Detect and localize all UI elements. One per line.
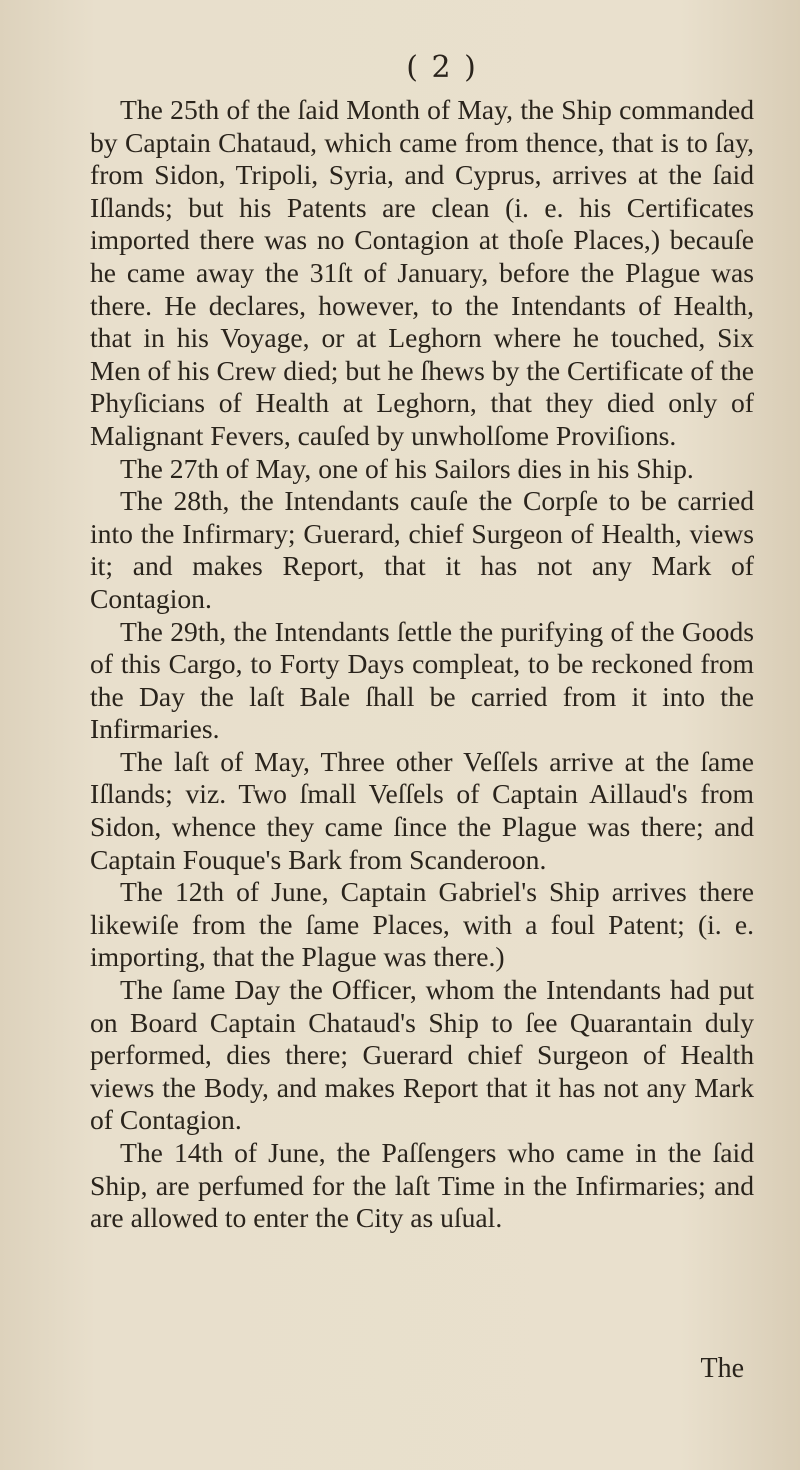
page-number: ( 2 ) [406,50,478,85]
paragraph-7: The ſame Day the Officer, whom the Intendants had put on Board Captain Chataud's Ship to ſee Quarantain duly performed, dies there; Guerard chief Surgeon of Health views the Body, and makes Report that it has not any Mark of Contagion. [90,974,754,1136]
catchword: The [700,1353,744,1384]
paragraph-8: The 14th of June, the Paſſengers who came in the ſaid Ship, are perfumed for the laſt Time in the Infirmaries; and are allowed to enter the City as uſual. [90,1137,754,1234]
paragraph-5: The laſt of May, Three other Veſſels arrive at the ſame Iſlands; viz. Two ſmall Veſſels of Captain Aillaud's from Sidon, whence they came ſince the Plague was there; and Captain Fouque's Bark from Scanderoon. [90,745,754,875]
paragraph-1: The 25th of the ſaid Month of May, the Ship commanded by Captain Chataud, which came from thence, that is to ſay, from Sidon, Tripoli, Syria, and Cyprus, arrives at the ſaid Iſlands; but his Patents are clean (i. e. his Certificates imported there was no Contagion at thoſe Places,) becauſe he came away the 31ſt of January, before the Plague was there. He declares, however, to the Intendants of Health, that in his Voyage, or at Leghorn where he touched, Six Men of his Crew died; but he ſhews by the Certificate of the Phyſicians of Health at Leghorn, that they died only of Malignant Fevers, cauſed by unwholſome Proviſions. [90,94,754,451]
paragraph-2: The 27th of May, one of his Sailors dies in his Ship. [120,452,694,484]
paragraph-3: The 28th, the Intendants cauſe the Corpſe to be carried into the Infirmary; Guerard, chief Surgeon of Health, views it; and makes Report, that it has not any Mark of Contagion. [90,485,754,614]
paragraph-6: The 12th of June, Captain Gabriel's Ship arrives there likewiſe from the ſame Places, with a foul Patent; (i. e. importing, that the Plague was there.) [90,876,754,973]
paragraph-4: The 29th, the Intendants ſettle the purifying of the Goods of this Cargo, to Forty Days compleat, to be reckoned from the Day the laſt Bale ſhall be carried from it into the Infirmaries. [90,615,754,745]
body-text [90,94,754,1235]
